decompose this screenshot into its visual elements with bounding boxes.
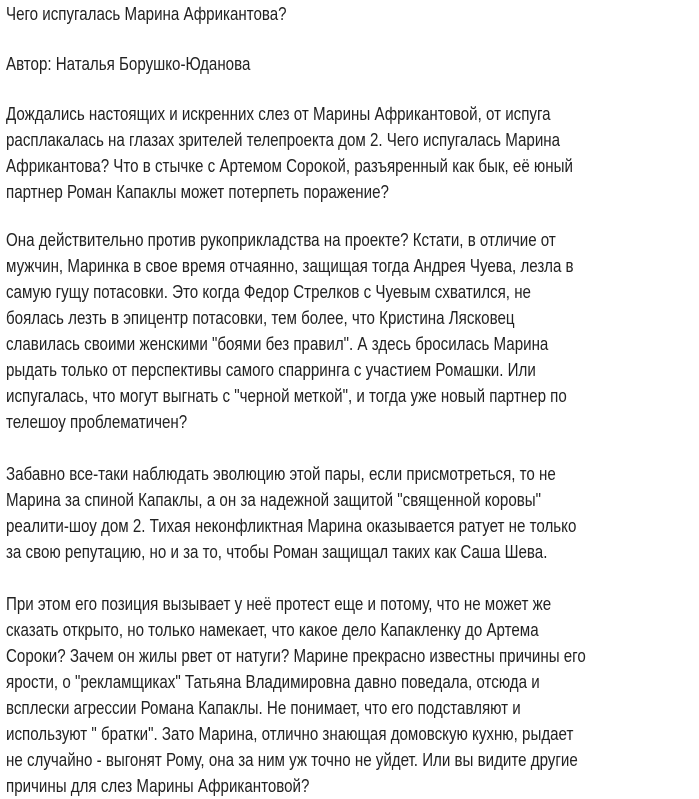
- text-line: за свою репутацию, но и за то, чтобы Роман защищал таких как Саша Шева.: [6, 542, 548, 562]
- text-line: телешоу проблематичен?: [6, 412, 188, 432]
- text-line: При этом его позиция вызывает у неё протест еще и потому, что не может же: [6, 594, 552, 614]
- text-line: не случайно - выгонят Рому, она за ним уж точно не уйдет. Или вы видите другие: [6, 750, 578, 770]
- text-line: самую гущу потасовки. Это когда Федор Стрелков с Чуевым схватился, не: [6, 282, 531, 302]
- article-author: Автор: Наталья Борушко-Юданова: [6, 54, 251, 74]
- text-line: сказать открыто, но только намекает, что какое дело Капакленку до Артема: [6, 620, 539, 640]
- text-line: рыдать только от перспективы самого спарринга с участием Ромашки. Или: [6, 360, 536, 380]
- text-line: Сороки? Зачем он жилы рвет от натуги? Марине прекрасно известны причины его: [6, 646, 586, 666]
- text-line: расплакалась на глазах зрителей телепроекта дом 2. Чего испугалась Марина: [6, 130, 561, 150]
- article-title: Чего испугалась Марина Африкантова?: [6, 4, 287, 24]
- text-line: Африкантова? Что в стычке с Артемом Сорокой, разъяренный как бык, её юный: [6, 156, 573, 176]
- paragraph-3: [6, 461, 685, 565]
- paragraph-2: [6, 227, 682, 435]
- paragraph-4: [6, 591, 696, 799]
- text-line: всплески агрессии Романа Капаклы. Не понимает, что его подставляют и: [6, 698, 521, 718]
- text-line: причины для слез Марины Африкантовой?: [6, 776, 310, 796]
- text-line: ярости, о "рекламщиках" Татьяна Владимировна давно поведала, отсюда и: [6, 672, 540, 692]
- text-line: испугалась, что могут выгнать с "черной меткой", и тогда уже новый партнер по: [6, 386, 567, 406]
- text-line: Дождались настоящих и искренних слез от Марины Африкантовой, от испуга: [6, 104, 551, 124]
- text-line: боялась лезть в эпицентр потасовки, тем более, что Кристина Лясковец: [6, 308, 515, 328]
- paragraph-1: [6, 101, 681, 205]
- text-line: Забавно все-таки наблюдать эволюцию этой пары, если присмотреться, то не: [6, 464, 556, 484]
- text-line: Марина за спиной Капаклы, а он за надежной защитой "священной коровы": [6, 490, 542, 510]
- text-line: партнер Роман Капаклы может потерпеть поражение?: [6, 182, 389, 202]
- text-line: мужчин, Маринка в свое время отчаянно, защищая тогда Андрея Чуева, лезла в: [6, 256, 574, 276]
- text-line: Она действительно против рукоприкладства на проекте? Кстати, в отличие от: [6, 230, 556, 250]
- text-line: реалити-шоу дом 2. Тихая неконфликтная Марина оказывается ратует не только: [6, 516, 577, 536]
- text-line: используют " братки". Зато Марина, отлично знающая домовскую кухню, рыдает: [6, 724, 574, 744]
- text-line: славилась своими женскими "боями без правил". А здесь бросилась Марина: [6, 334, 549, 354]
